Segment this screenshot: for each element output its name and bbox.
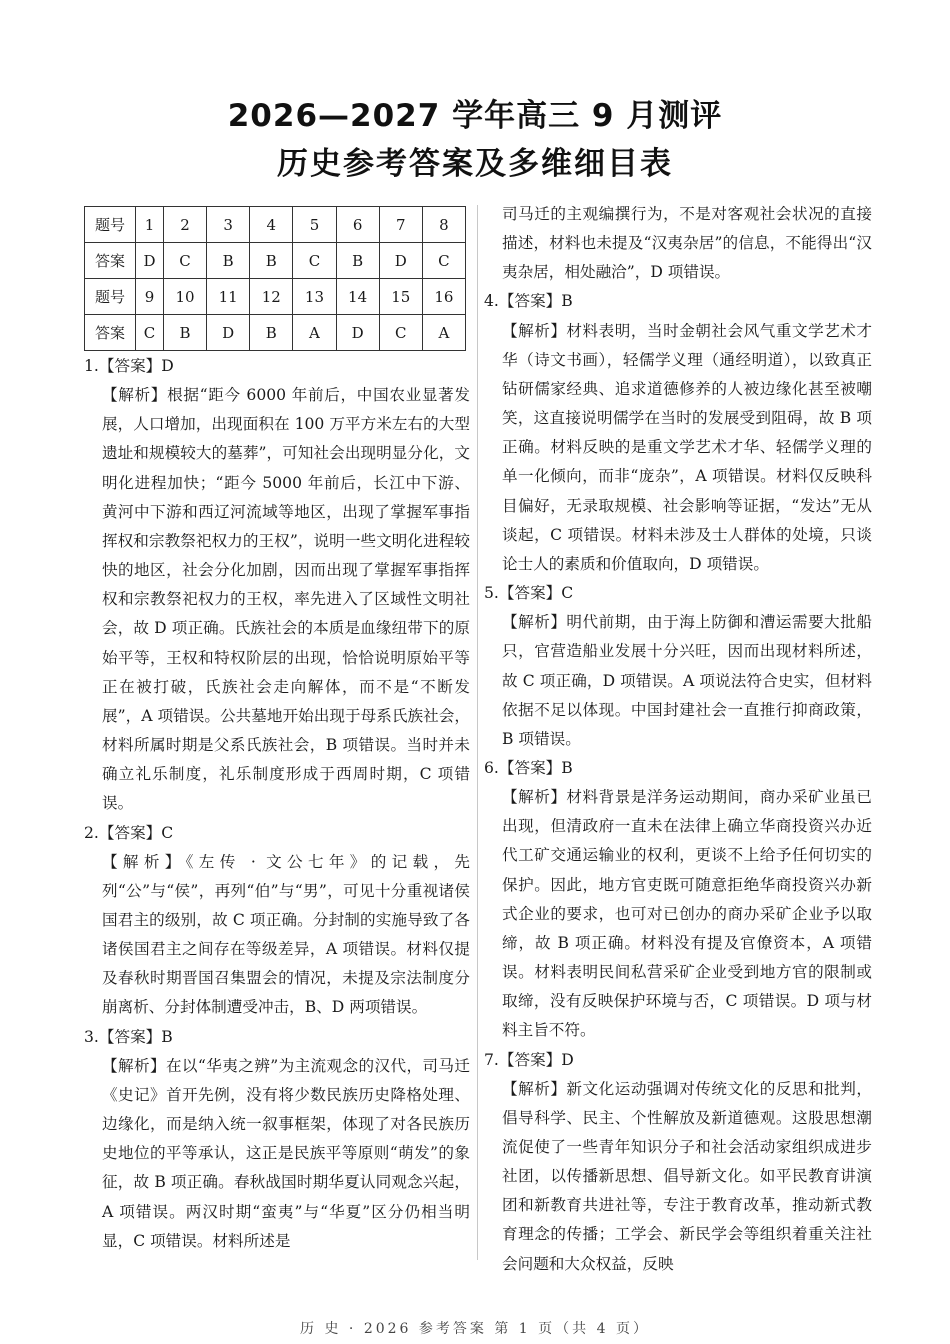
table-row [85, 279, 466, 315]
explanation-text: 【解析】材料背景是洋务运动期间，商办采矿业虽已出现，但清政府一直未在法律上确立华商投资兴办近代工矿交通运输业的权利，更谈不上给予任何切实的保护。因此，地方官吏既可随意拒绝华商投资兴办新式企业的要求，也可对已创办的商办采矿企业予以取缔，故 B 项正确。材料没有提及官僚资本，A 项错误。材料表明民间私营采矿企业受到地方官的限制或取缔，没有反映保护环境与否，C 项错误。D 项与材料主旨不符。 [502, 788, 872, 1040]
table-cell: 4 [250, 207, 293, 243]
table-cell: 5 [293, 207, 336, 243]
page-footer: 历 史 · 2026 参考答案 第 1 页（共 4 页） [300, 1321, 650, 1337]
table-cell: 14 [336, 279, 379, 315]
explanation-text: 【解析】明代前期，由于海上防御和漕运需要大批船只，官营造船业发展十分兴旺，因而出现材料所述，故 C 项正确，D 项错误。A 项说法符合史实，但材料依据不足以体现。中国封建社会一直推行抑商政策，B 项错误。 [502, 613, 872, 748]
table-cell: C [136, 315, 164, 351]
answer-item-7 [484, 1046, 872, 1279]
table-cell: 15 [379, 279, 422, 315]
answer-item-4 [484, 287, 872, 579]
explanation-text-continued: 司马迁的主观编撰行为，不是对客观社会状况的直接描述，材料也未提及“汉夷杂居”的信息，不能得出“汉夷杂居，相处融洽”，D 项错误。 [502, 205, 872, 282]
answer-table [84, 206, 466, 351]
table-cell: C [293, 243, 336, 279]
table-cell: D [207, 315, 250, 351]
table-cell: C [422, 243, 465, 279]
answer-heading: 3.【答案】B [84, 1027, 173, 1046]
left-column [84, 352, 470, 1256]
table-row [85, 243, 466, 279]
table-cell: 答案 [85, 243, 136, 279]
table-cell: 16 [422, 279, 465, 315]
table-cell: B [336, 243, 379, 279]
explanation-text: 【解析】根据“距今 6000 年前后，中国农业显著发展，人口增加，出现面积在 100 万平方米左右的大型遗址和规模较大的墓葬”，可知社会出现明显分化，文明化进程加快；“距今 5000 年前后，长江中下游、黄河中下游和西辽河流域等地区，出现了掌握军事指挥权和宗教祭祀权力的王权”，说明一些文明化进程较快的地区，社会分化加剧，因而出现了掌握军事指挥权和宗教祭祀权力的王权，率先进入了区域性文明社会，故 D 项正确。氏族社会的本质是血缘纽带下的原始平等，王权和特权阶层的出现，恰恰说明原始平等正在被打破，氏族社会走向解体，而不是“不断发展”，A 项错误。公共墓地开始出现于母系氏族社会，材料所属时期是父系氏族社会，B 项错误。当时并未确立礼乐制度，礼乐制度形成于西周时期，C 项错误。 [102, 386, 470, 813]
table-cell: D [379, 243, 422, 279]
table-cell: 题号 [85, 207, 136, 243]
table-cell: 7 [379, 207, 422, 243]
table-cell: D [336, 315, 379, 351]
answer-heading: 1.【答案】D [84, 357, 174, 375]
answer-item-6 [484, 754, 872, 1046]
answer-heading: 6.【答案】B [484, 758, 573, 777]
table-cell: 13 [293, 279, 336, 315]
answer-item-1 [84, 352, 470, 819]
page-title: 2026—2027 学年高三 9 月测评 [227, 98, 723, 134]
answer-heading: 5.【答案】C [484, 584, 574, 603]
table-cell: 10 [163, 279, 206, 315]
table-cell: A [422, 315, 465, 351]
table-cell: 6 [336, 207, 379, 243]
explanation-text: 【解析】材料表明，当时金朝社会风气重文学艺术才华（诗文书画），轻儒学义理（通经明道），以致真正钻研儒家经典、追求道德修养的人被边缘化甚至被嘲笑，这直接说明儒学在当时的发展受到阻碍，故 B 项正确。材料反映的是重文学艺术才华、轻儒学义理的单一化倾向，而非“庞杂”，A 项错误。材料仅反映科目偏好，无录取规模、社会影响等证据，“发达”无从谈起，C 项错误。材料未涉及士人群体的处境，只谈论士人的素质和价值取向，D 项错误。 [502, 321, 872, 573]
column-divider [477, 205, 478, 1260]
table-cell: 11 [207, 279, 250, 315]
table-cell: C [163, 243, 206, 279]
table-cell: 8 [422, 207, 465, 243]
explanation-text: 【解析】《左传 · 文公七年》的记载，先列“公”与“侯”，再列“伯”与“男”，可见十分重视诸侯国君主的级别，故 C 项正确。分封制的实施导致了各诸侯国君主之间存在等级差异，A 项错误。材料仅提及春秋时期晋国召集盟会的情况，未提及宗法制度分崩离析、分封体制遭受冲击，B、D 两项错误。 [102, 852, 470, 1017]
answer-item-5 [484, 579, 872, 754]
table-cell: B [163, 315, 206, 351]
answer-item-3 [84, 1023, 470, 1256]
table-cell: A [293, 315, 336, 351]
table-cell: 答案 [85, 315, 136, 351]
table-cell: B [207, 243, 250, 279]
table-cell: C [379, 315, 422, 351]
table-cell: B [250, 243, 293, 279]
table-row [85, 207, 466, 243]
table-cell: 1 [136, 207, 164, 243]
table-cell: 题号 [85, 279, 136, 315]
answer-item-2 [84, 819, 470, 1023]
table-cell: 9 [136, 279, 164, 315]
answer-heading: 2.【答案】C [84, 823, 174, 842]
answer-item-3-continued [484, 200, 872, 287]
explanation-text: 【解析】新文化运动强调对传统文化的反思和批判，倡导科学、民主、个性解放及新道德观。这股思想潮流促使了一些青年知识分子和社会活动家组织成进步社团，以传播新思想、倡导新文化。如平民教育讲演团和新教育共进社等，专注于教育改革，推动新式教育理念的传播；工学会、新民学会等组织着重关注社会问题和大众权益，反映 [502, 1079, 872, 1273]
table-cell: 12 [250, 279, 293, 315]
answer-heading: 7.【答案】D [484, 1050, 574, 1069]
right-column [484, 200, 872, 1279]
page-subtitle: 历史参考答案及多维细目表 [277, 146, 673, 182]
table-cell: D [136, 243, 164, 279]
table-cell: 2 [163, 207, 206, 243]
table-row [85, 315, 466, 351]
explanation-text: 【解析】在以“华夷之辨”为主流观念的汉代，司马迁《史记》首开先例，没有将少数民族历史降格处理、边缘化，而是纳入统一叙事框架，体现了对各民族历史地位的平等承认，这正是民族平等原则“萌发”的象征，故 B 项正确。春秋战国时期华夏认同观念兴起，A 项错误。两汉时期“蛮夷”与“华夏”区分仍相当明显，C 项错误。材料所述是 [102, 1056, 470, 1250]
answer-heading: 4.【答案】B [484, 292, 573, 311]
table-cell: B [250, 315, 293, 351]
table-cell: 3 [207, 207, 250, 243]
